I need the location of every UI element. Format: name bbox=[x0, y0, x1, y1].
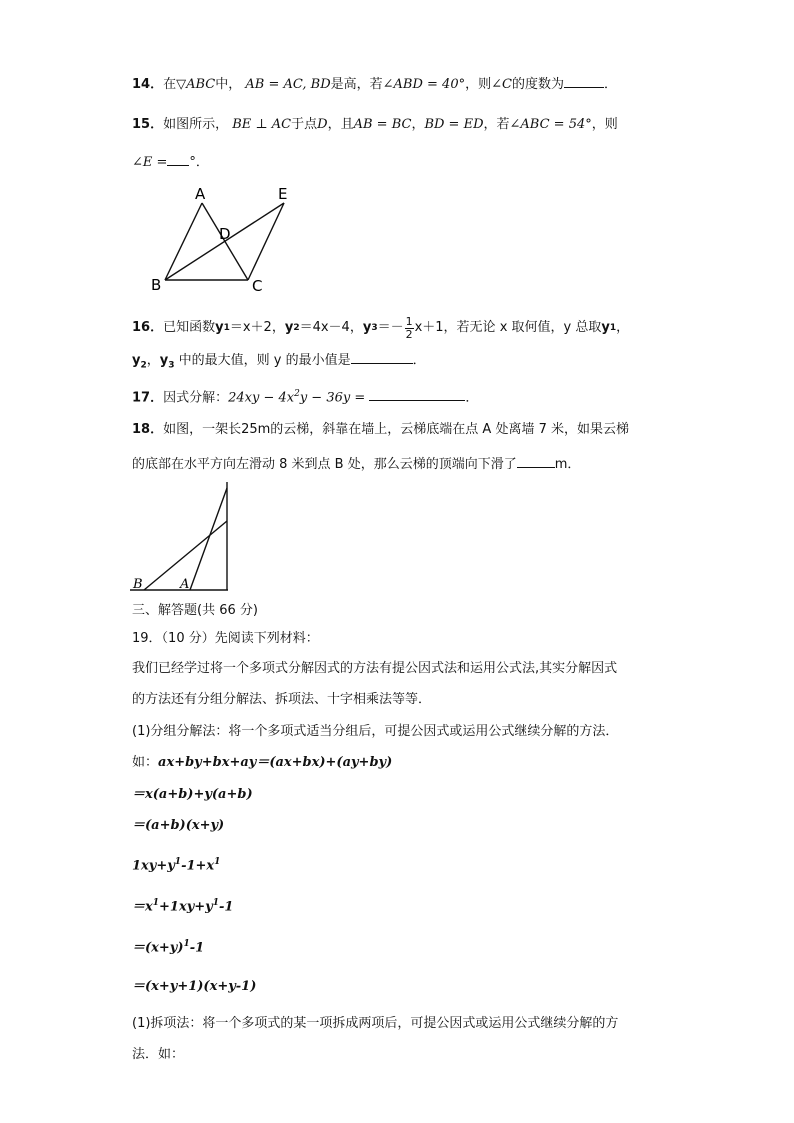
figure-18-ladder bbox=[130, 478, 235, 593]
answer-blank[interactable] bbox=[369, 386, 465, 401]
question-16: 16． 已知函数 y 1 ＝x＋2， y 2 ＝4x－4， y 3 ＝－ $\frac{1}{2}$ x＋1，若无论 x 取何值，y 总取 y 1 ， bbox=[132, 314, 630, 341]
question-14: 14．在▽ABC中， AB = AC, BD是高，若∠ABD = 40°，则∠C的度数为 ． bbox=[132, 73, 617, 94]
example-line: ＝(a+b)(x+y) bbox=[132, 818, 225, 833]
question-number: 16． bbox=[132, 320, 164, 335]
paragraph: (1)分组分解法：将一个多项式适当分组后，可提公因式或运用公式继续分解的方法． bbox=[132, 724, 619, 739]
question-18-line-2: 的底部在水平方向左滑动 8 米到点 B 处，那么云梯的顶端向下滑了 m． bbox=[132, 453, 580, 474]
example-line: 如：ax+by+bx+ay＝(ax+bx)+(ay+by) bbox=[132, 755, 393, 770]
question-18: 18．如图，一架长25m的云梯，斜靠在墙上，云梯底端在点 A 处离墙 7 米，如果云梯 bbox=[132, 422, 629, 437]
point-label-a: A bbox=[195, 185, 206, 203]
answer-blank[interactable] bbox=[564, 73, 604, 88]
example-line: $=(x+y)^1-1$ bbox=[132, 939, 205, 956]
paragraph: (1)拆项法：将一个多项式的某一项拆成两项后，可提公因式或运用公式继续分解的方 bbox=[132, 1016, 619, 1031]
section-heading: 三、解答题(共 66 分) bbox=[132, 603, 258, 618]
question-number: 14． bbox=[132, 77, 164, 92]
example-line: ＝(x+y+1)(x+y-1) bbox=[132, 979, 257, 994]
ladder-original bbox=[190, 488, 227, 590]
point-label-a: A bbox=[180, 577, 190, 592]
example-line: $=x^1+1xy+y^1-1$ bbox=[132, 898, 234, 915]
point-label-b: B bbox=[133, 577, 143, 592]
paragraph: 的方法还有分组分解法、拆项法、十字相乘法等等． bbox=[132, 692, 432, 707]
point-label-d: D bbox=[219, 225, 231, 243]
paragraph: 法．如： bbox=[132, 1047, 185, 1062]
paragraph: 我们已经学过将一个多项式分解因式的方法有提公因式法和运用公式法,其实分解因式 bbox=[132, 661, 618, 676]
point-label-c: C bbox=[252, 277, 263, 295]
question-number: 18． bbox=[132, 422, 164, 437]
question-number: 15． bbox=[132, 117, 164, 132]
example-line: ＝x(a+b)+y(a+b) bbox=[132, 787, 253, 802]
answer-blank[interactable] bbox=[517, 453, 555, 468]
question-16-line-2: $y_2$，$y_3$ 中的最大值，则 y 的最小值是 ． bbox=[132, 349, 426, 375]
point-label-e: E bbox=[278, 185, 288, 203]
question-15-line-2: ∠E = °． bbox=[132, 151, 209, 172]
question-19-heading: 19．（10 分）先阅读下列材料： bbox=[132, 631, 319, 646]
point-label-b: B bbox=[151, 276, 162, 294]
fraction-one-half: $\frac{1}{2}$ bbox=[405, 314, 413, 341]
question-17: 17．因式分解：$24xy - 4x^2y - 36y$ = ． bbox=[132, 385, 478, 407]
figure-15-triangle bbox=[132, 183, 312, 298]
example-line: $1xy+y^1-1+x^1$ bbox=[132, 857, 221, 874]
answer-blank[interactable] bbox=[351, 349, 413, 364]
answer-blank[interactable] bbox=[167, 151, 189, 166]
question-15: 15．如图所示， BE ⊥ AC于点D，且AB = BC，BD = ED，若∠ABC = 54°，则 bbox=[132, 117, 618, 132]
question-number: 17． bbox=[132, 390, 164, 406]
